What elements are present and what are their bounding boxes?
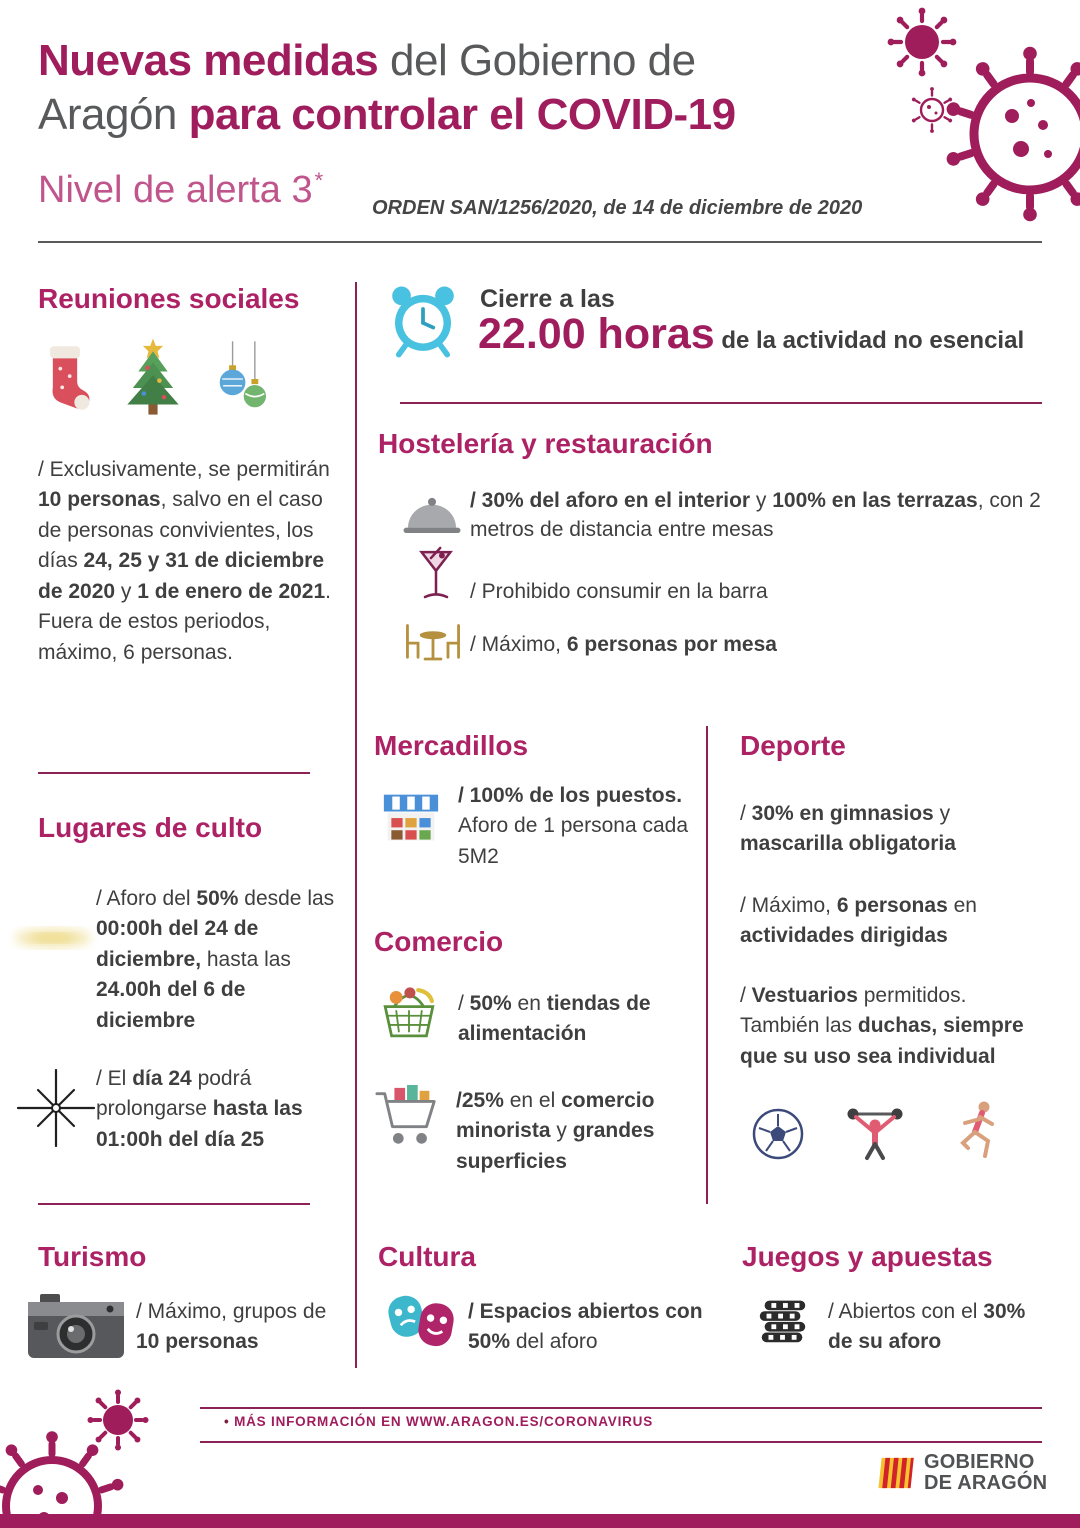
- section-title-comercio: Comercio: [374, 926, 504, 957]
- candle-glow-icon: [6, 912, 100, 964]
- footer-divider-top: [200, 1407, 1042, 1409]
- page-title-line2: Aragón para controlar el COVID-19: [38, 90, 736, 139]
- market-stall-icon: [380, 790, 442, 848]
- hosteleria-item-3: / Máximo, 6 personas por mesa: [470, 633, 777, 656]
- order-reference: ORDEN SAN/1256/2020, de 14 de diciembre de 2020: [372, 197, 863, 219]
- poker-chips-icon: [752, 1290, 814, 1348]
- alert-level-text: Nivel de alerta 3: [38, 169, 313, 211]
- section-title-juegos: Juegos y apuestas: [742, 1241, 993, 1272]
- section-title-reuniones: Reuniones sociales: [38, 283, 300, 314]
- running-icon: [948, 1098, 1006, 1162]
- lugares-item-2: / El día 24 podrá prolongarse hasta las 01:00h del día 25: [96, 1067, 303, 1151]
- cultura-text: / Espacios abiertos con 50% del aforo: [468, 1300, 703, 1354]
- closing-time: [478, 310, 1024, 359]
- virus-icon: [0, 1386, 180, 1526]
- bottom-color-bar: [0, 1514, 1080, 1528]
- gobierno-aragon-logo: [876, 1452, 1047, 1494]
- alert-asterisk: *: [314, 168, 324, 193]
- left-column-divider-2: [38, 1203, 310, 1205]
- closing-time-suffix: de la actividad no esencial: [714, 327, 1025, 354]
- footer-divider-bottom: [200, 1441, 1042, 1443]
- star-icon: [16, 1068, 96, 1148]
- logo-text: [924, 1452, 1047, 1494]
- section-title-mercadillos: Mercadillos: [374, 730, 529, 761]
- theater-masks-icon: [382, 1288, 460, 1352]
- table-chairs-icon: [396, 618, 470, 670]
- juegos-text: / Abiertos con el 30% de su aforo: [828, 1300, 1026, 1354]
- lugares-item-1: / Aforo del 50% desde las 00:00h del 24 de diciembre, hasta las 24.00h del 6 de diciembre: [96, 887, 335, 1032]
- mercadillos-text: / 100% de los puestos. Aforo de 1 persona cada 5M2: [458, 784, 688, 868]
- aragon-flag-icon: [876, 1456, 916, 1490]
- section-title-deporte: Deporte: [740, 730, 846, 761]
- main-vertical-divider: [355, 282, 357, 1368]
- closing-time-value: 22.00 horas: [478, 310, 715, 358]
- comercio-item-2: /25% en el comercio minorista y grandes superficies: [456, 1089, 655, 1173]
- reuniones-text: / Exclusivamente, se permitirán 10 personas, salvo en el caso de personas convivientes, los días 24, 25 y 31 de diciembre de 2020 y 1 de enero de 2021. Fuera de estos periodos, máximo, 6 personas.: [38, 458, 332, 664]
- shopping-cart-icon: [372, 1084, 444, 1150]
- section-title-turismo: Turismo: [38, 1241, 147, 1272]
- deporte-item-1: / 30% en gimnasios y mascarilla obligatoria: [740, 802, 956, 856]
- comercio-item-1: / 50% en tiendas de alimentación: [458, 992, 651, 1046]
- cocktail-icon: [414, 544, 458, 606]
- section-title-lugares-de-culto: Lugares de culto: [38, 812, 263, 843]
- section-title-hosteleria: Hostelería y restauración: [378, 428, 713, 459]
- hosteleria-item-2: / Prohibido consumir en la barra: [470, 580, 768, 603]
- alarm-clock-icon: [381, 280, 465, 364]
- logo-line2: DE ARAGÓN: [924, 1472, 1048, 1494]
- stocking-icon: [36, 338, 94, 418]
- footer-info: • MÁS INFORMACIÓN EN WWW.ARAGON.ES/CORONAVIRUS: [224, 1414, 654, 1429]
- cierre-divider: [400, 402, 1042, 404]
- page-title-line1: Nuevas medidas del Gobierno de: [38, 36, 696, 85]
- soccer-ball-icon: [750, 1106, 806, 1162]
- section-title-cultura: Cultura: [378, 1241, 476, 1272]
- virus-icon: [880, 6, 1080, 246]
- logo-line1: GOBIERNO: [924, 1451, 1035, 1473]
- alert-level: [38, 168, 323, 212]
- serving-dish-icon: [400, 492, 464, 542]
- grocery-basket-icon: [376, 982, 442, 1044]
- deporte-item-3: / Vestuarios permitidos. También las duchas, siempre que su uso sea individual: [740, 984, 1024, 1068]
- hosteleria-item-1: / 30% del aforo en el interior y 100% en las terrazas, con 2 metros de distancia entre mesas: [470, 489, 1041, 542]
- deporte-item-2: / Máximo, 6 personas en actividades dirigidas: [740, 894, 977, 948]
- christmas-tree-icon: [120, 336, 186, 418]
- turismo-text: / Máximo, grupos de 10 personas: [136, 1300, 327, 1354]
- closing-time-label: Cierre a las: [480, 285, 615, 313]
- weightlifting-icon: [842, 1100, 908, 1162]
- christmas-icons: [36, 336, 272, 418]
- ornaments-icon: [212, 340, 272, 418]
- camera-icon: [26, 1290, 126, 1362]
- middle-vertical-divider: [706, 726, 708, 1204]
- header-divider: [38, 241, 1042, 243]
- left-column-divider-1: [38, 772, 310, 774]
